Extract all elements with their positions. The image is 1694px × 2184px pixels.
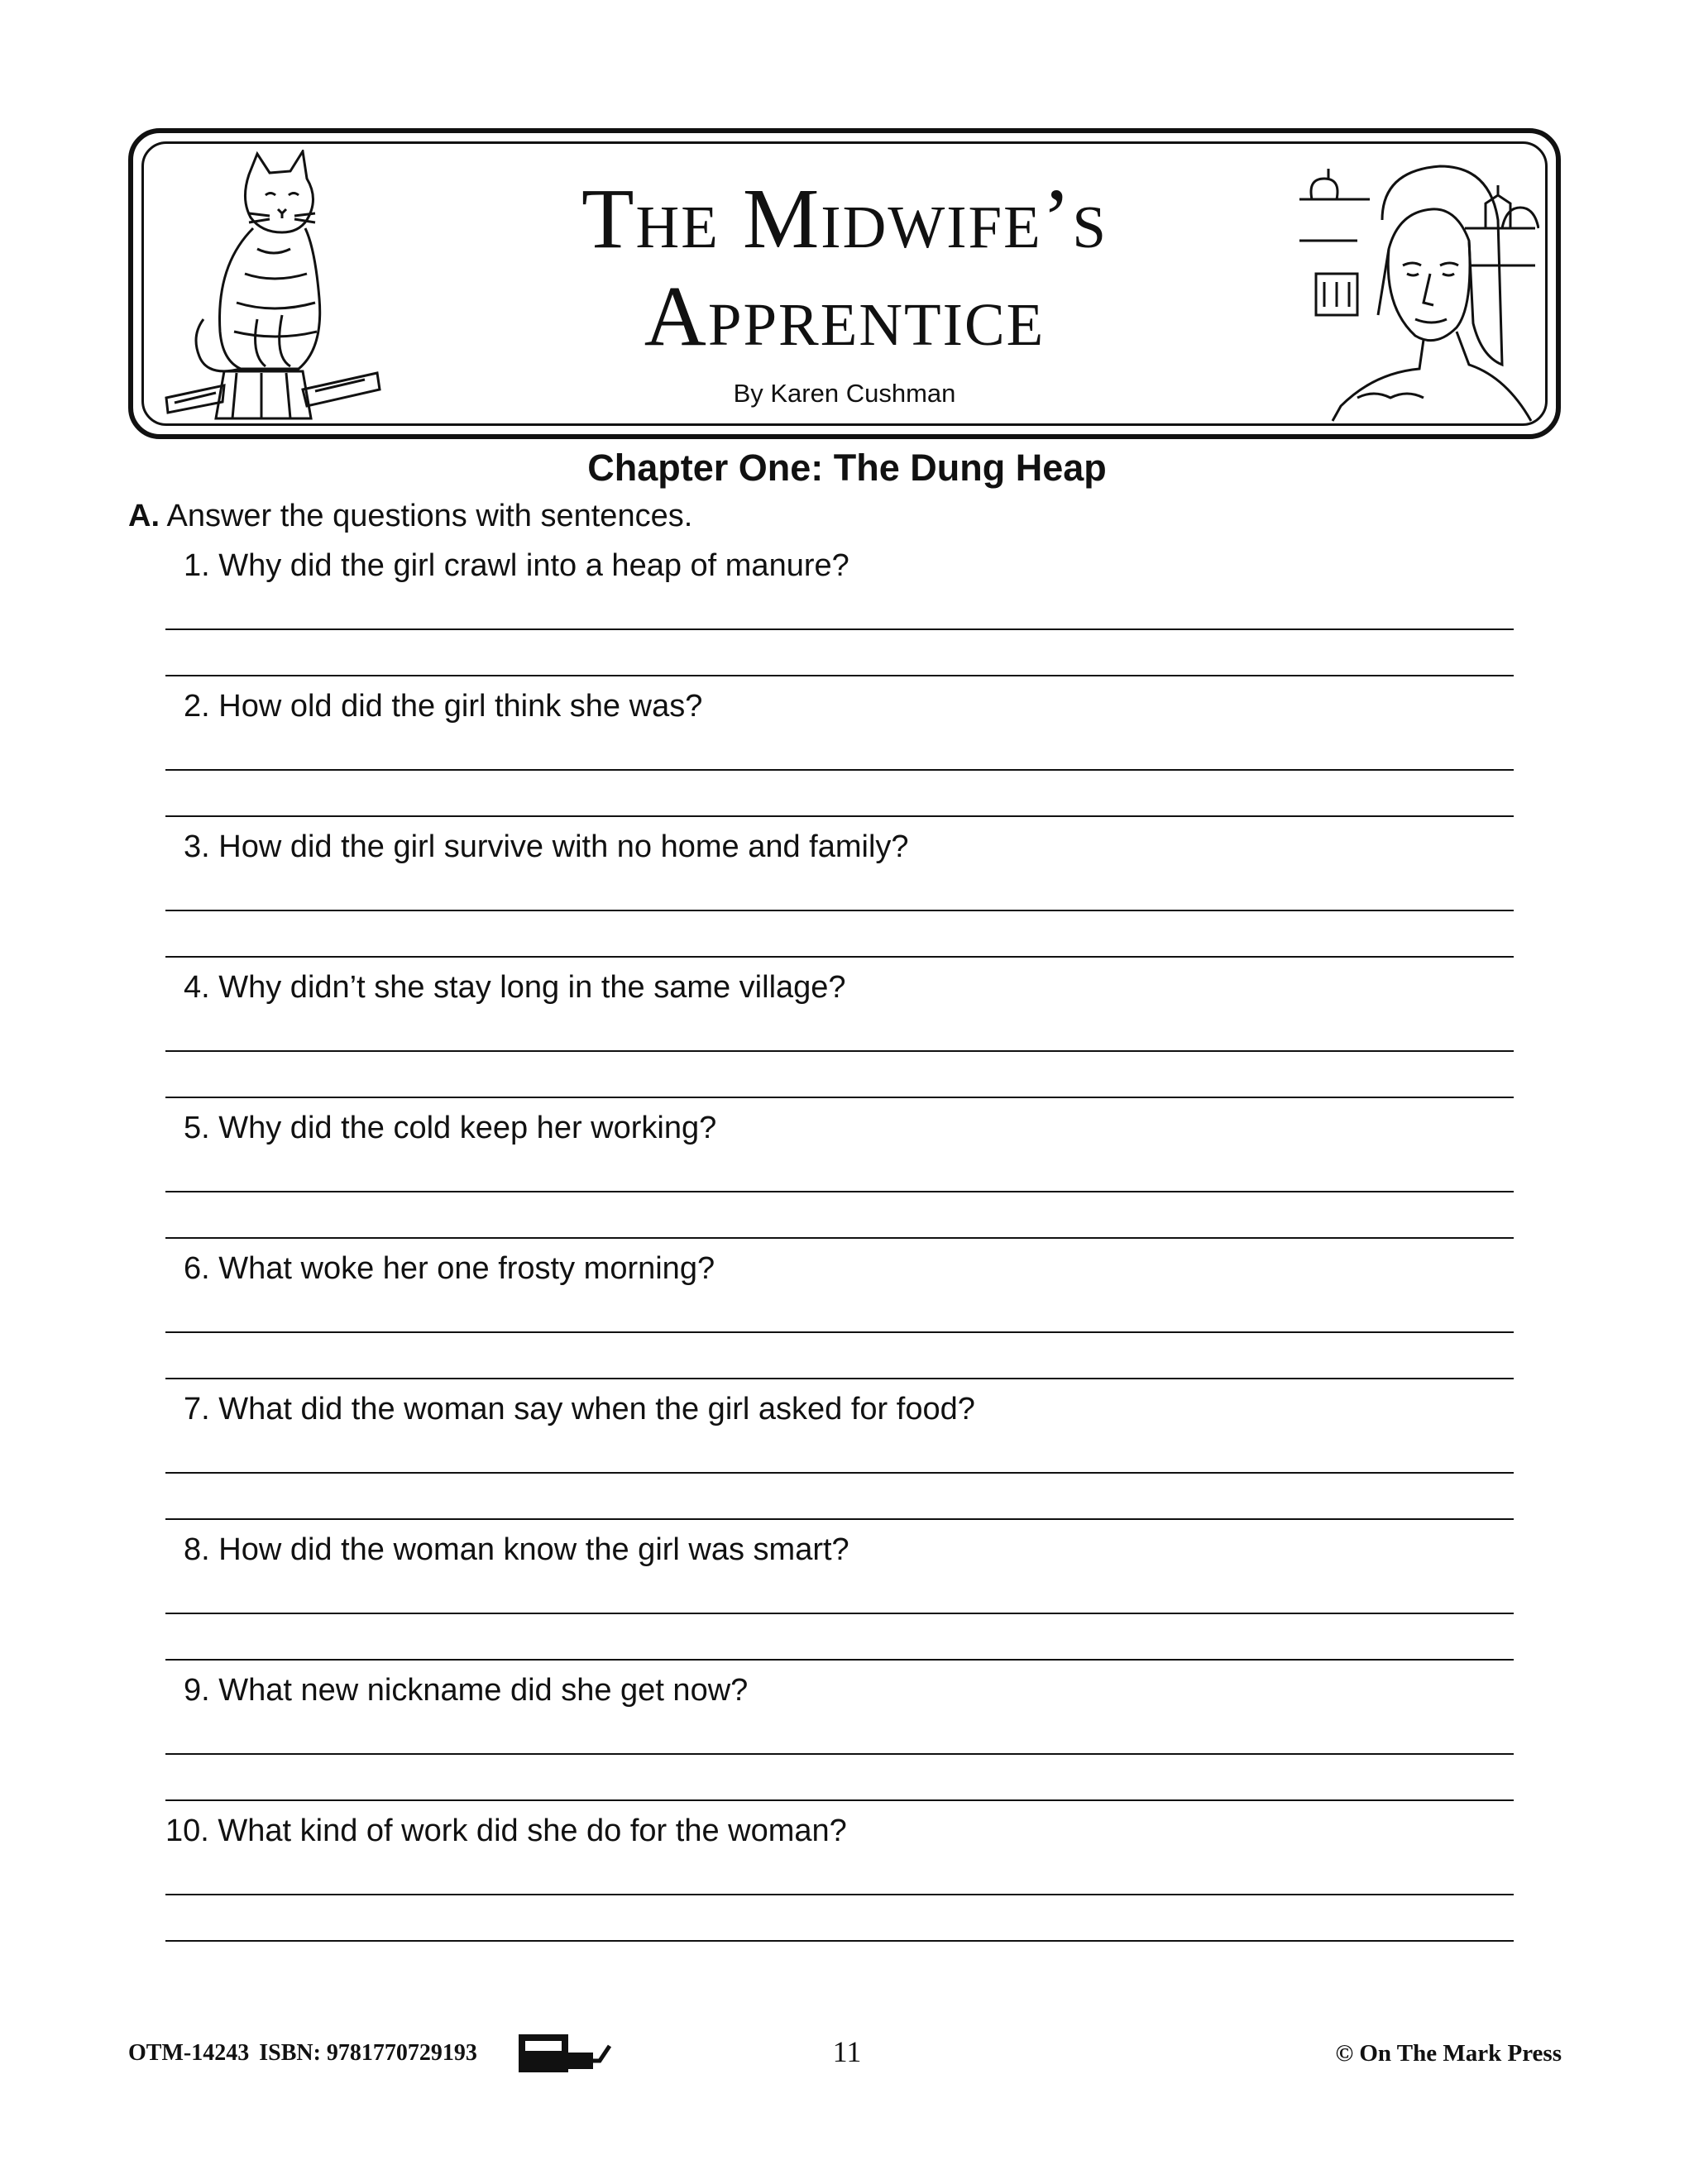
answer-line[interactable]: [165, 1097, 1514, 1098]
question-1: 1. Why did the girl crawl into a heap of manure?: [184, 548, 849, 583]
answer-line[interactable]: [165, 1518, 1514, 1520]
chapter-title: Chapter One: The Dung Heap: [587, 447, 1107, 489]
answer-line[interactable]: [165, 1659, 1514, 1661]
question-4: 4. Why didn’t she stay long in the same village?: [184, 970, 846, 1005]
author-byline: By Karen Cushman: [733, 379, 956, 408]
answer-line[interactable]: [165, 1799, 1514, 1801]
answer-line[interactable]: [165, 1331, 1514, 1333]
answer-line[interactable]: [165, 1940, 1514, 1942]
product-code: OTM-14243: [128, 2040, 250, 2066]
answer-line[interactable]: [165, 1191, 1514, 1192]
midwife-illustration-icon: [1291, 150, 1539, 423]
page-number: 11: [832, 2035, 862, 2068]
question-9: 9. What new nickname did she get now?: [184, 1673, 749, 1708]
answer-line[interactable]: [165, 675, 1514, 676]
title-banner: [128, 128, 1561, 439]
question-6: 6. What woke her one frosty morning?: [184, 1251, 715, 1286]
question-8: 8. How did the woman know the girl was smart?: [184, 1532, 849, 1567]
answer-line[interactable]: [165, 769, 1514, 771]
answer-line[interactable]: [165, 1378, 1514, 1379]
answer-line[interactable]: [165, 910, 1514, 911]
isbn-number: ISBN: 9781770729193: [259, 2040, 477, 2066]
answer-line[interactable]: [165, 628, 1514, 630]
question-7: 7. What did the woman say when the girl asked for food?: [184, 1392, 975, 1427]
instruction-body: Answer the questions with sentences.: [166, 499, 693, 533]
answer-line[interactable]: [165, 1050, 1514, 1052]
answer-line[interactable]: [165, 1472, 1514, 1474]
question-5: 5. Why did the cold keep her working?: [184, 1111, 717, 1145]
answer-line[interactable]: [165, 1753, 1514, 1755]
instruction-text: [128, 499, 692, 534]
title-line-2: Apprentice: [644, 269, 1046, 364]
answer-line[interactable]: [165, 956, 1514, 958]
question-10: 10. What kind of work did she do for the woman?: [165, 1814, 847, 1848]
answer-line[interactable]: [165, 815, 1514, 817]
question-2: 2. How old did the girl think she was?: [184, 689, 703, 724]
title-line-1: The Midwife’s: [581, 171, 1108, 266]
answer-line[interactable]: [165, 1613, 1514, 1614]
answer-line[interactable]: [165, 1894, 1514, 1895]
section-letter: A.: [128, 499, 160, 533]
answer-line[interactable]: [165, 1237, 1514, 1239]
copyright-notice: © On The Mark Press: [1335, 2040, 1562, 2067]
question-3: 3. How did the girl survive with no home and family?: [184, 829, 909, 864]
